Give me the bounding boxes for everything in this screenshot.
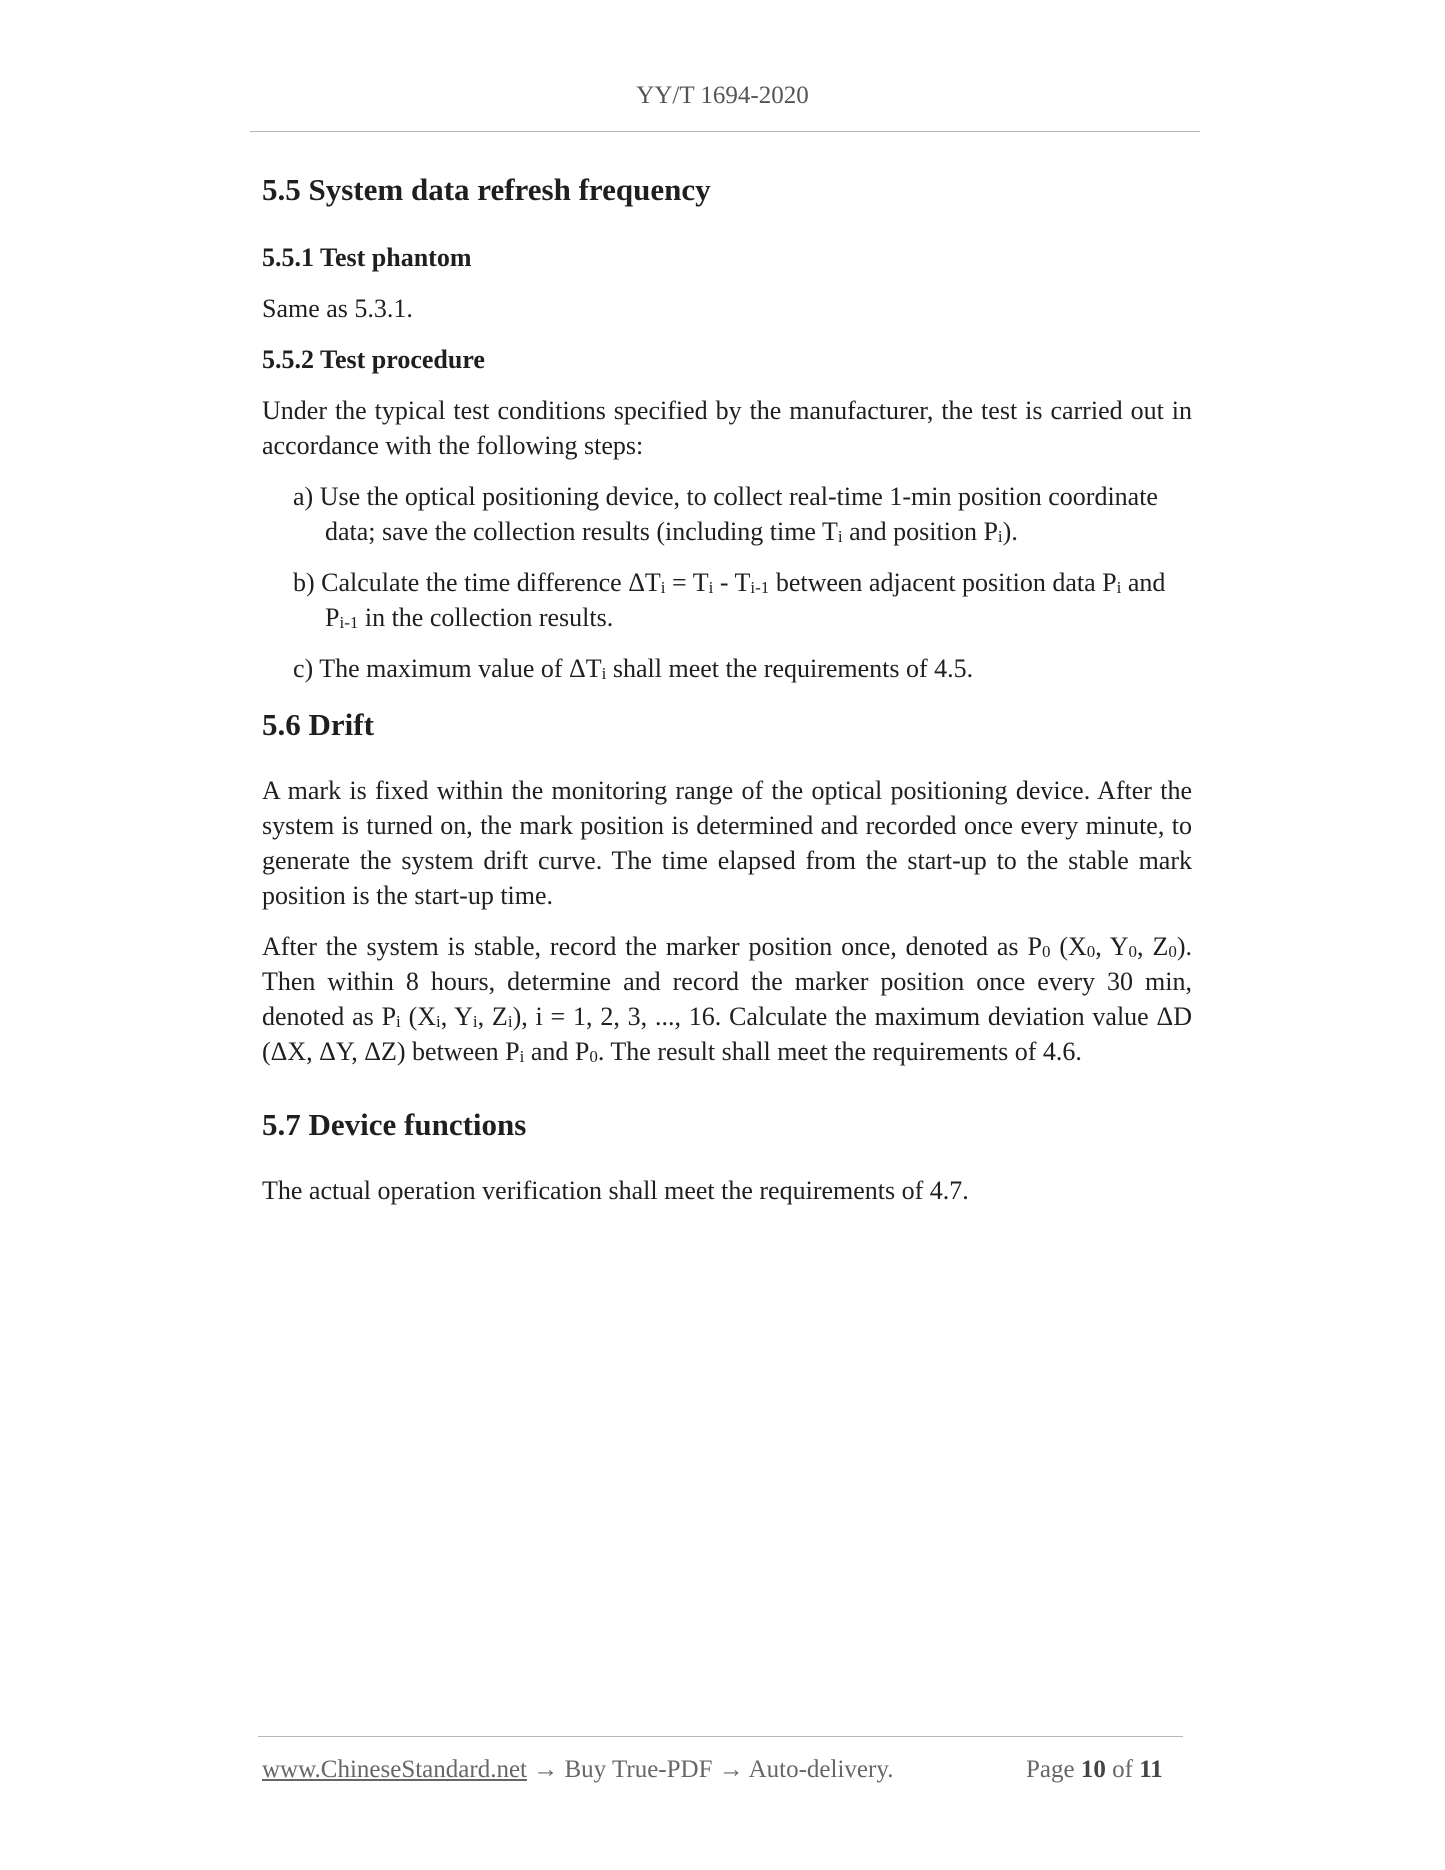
- procedure-step-a: a) Use the optical positioning device, to collect real-time 1-min position coordinate data; save the collection results (including time $T_i$ and position $P_i$).: [293, 482, 1158, 546]
- procedure-step-c: c) The maximum value of $\Delta T_i$ shall meet the requirements of 4.5.: [293, 654, 974, 683]
- page-content: [262, 170, 1192, 1208]
- website-link[interactable]: www.ChineseStandard.net: [262, 1756, 527, 1783]
- drift-paragraph-2: After the system is stable, record the marker position once, denoted as $P_0$ ($X_0$, $Y_0$, $Z_0$). Then within 8 hours, determine and record the marker position once every 30 min, denoted as $P_i$ ($X_i$, $Y_i$, $Z_i$), i = 1, 2, 3, ..., 16. Calculate the maximum deviation value ΔD (ΔX, ΔY, ΔZ) between $P_i$ and $P_0$. The result shall meet the requirements of 4.6.: [262, 932, 1193, 1066]
- arrow-right-icon: →: [712, 1756, 749, 1783]
- section-5-5-1-heading: 5.5.1 Test phantom: [262, 243, 472, 272]
- page-number: Page 10 of 11: [1026, 1756, 1163, 1783]
- device-functions-text: The actual operation verification shall meet the requirements of 4.7.: [262, 1176, 969, 1205]
- section-5-7-heading: 5.7 Device functions: [262, 1107, 527, 1142]
- procedure-step-b: b) Calculate the time difference $\Delta T_i = T_i - T_{i-1}$ between adjacent position data $P_i$ and $P_{i-1}$ in the collection results.: [293, 568, 1166, 632]
- buy-pdf-text: Buy True-PDF: [564, 1756, 713, 1783]
- section-5-5-heading: 5.5 System data refresh frequency: [262, 172, 711, 207]
- running-header: YY/T 1694-2020: [636, 82, 809, 109]
- footer-divider: [258, 1736, 1183, 1737]
- header-divider: [250, 131, 1200, 132]
- arrow-right-icon: →: [527, 1756, 565, 1783]
- section-5-5-1-text: Same as 5.3.1.: [262, 294, 413, 323]
- section-5-5-2-intro: Under the typical test conditions specified by the manufacturer, the test is carried out in accordance with the following steps:: [262, 396, 1192, 460]
- section-5-6-heading: 5.6 Drift: [262, 707, 374, 742]
- auto-delivery-text: Auto-delivery.: [748, 1756, 894, 1783]
- drift-paragraph-1: A mark is fixed within the monitoring range of the optical positioning device. After the system is turned on, the mark position is determined and recorded once every minute, to generate the system drift curve. The time elapsed from the start-up to the stable mark position is the start-up time.: [262, 776, 1192, 910]
- section-5-5-2-heading: 5.5.2 Test procedure: [262, 345, 485, 374]
- footer-promo: [262, 1756, 893, 1784]
